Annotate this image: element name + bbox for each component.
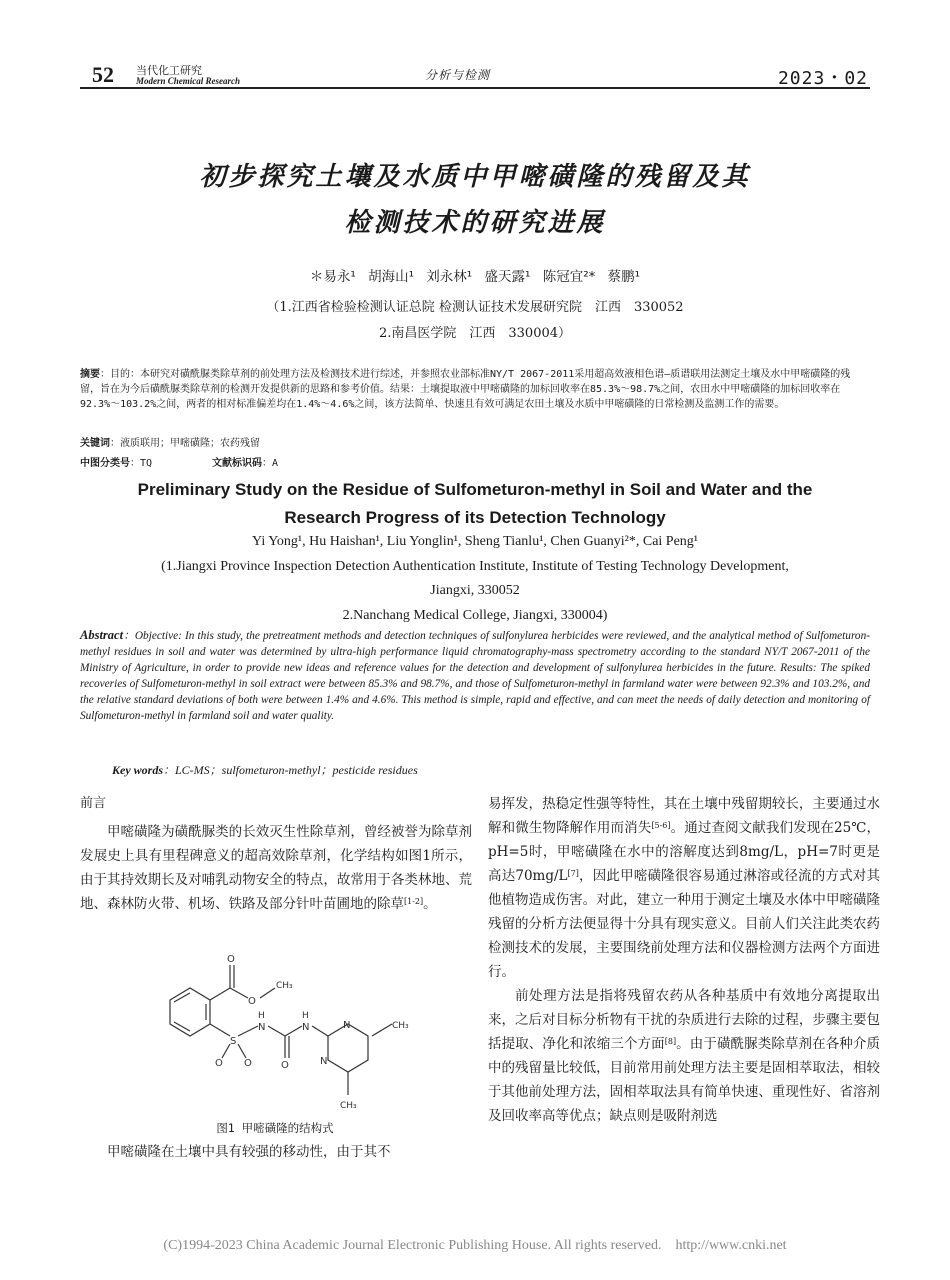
keywords-cn-label: 关键词 (80, 438, 110, 449)
atom-n: N (258, 1022, 266, 1033)
affiliation-cn-2: 2.南昌医学院 江西 330004） (378, 326, 572, 341)
figure-caption: 图1 甲嘧磺隆的结构式 (216, 1121, 334, 1135)
paragraph (488, 984, 880, 1128)
body-right-column (488, 792, 880, 1128)
structural-formula-figure (130, 940, 420, 1120)
authors-cn: ＊易永¹ 胡海山¹ 刘永林¹ 盛天露¹ 陈冠宜²* 蔡鹏¹ (309, 269, 641, 285)
section-name: 分析与检测 (425, 68, 491, 82)
paragraph-text: 甲嘧磺隆在土壤中具有较强的移动性，由于其不 (107, 1144, 391, 1160)
body-left-column (80, 792, 472, 916)
keywords-cn-text: ：液质联用；甲嘧磺隆；农药残留 (110, 438, 260, 449)
journal-name-cn: 当代化工研究 (136, 64, 202, 77)
citation: [8] (664, 1037, 677, 1046)
copyright-footer: (C)1994-2023 China Academic Journal Electronic Publishing House. All rights reserved. http://www.cnki.net (163, 1238, 787, 1253)
atom-n: N (343, 1020, 351, 1031)
abstract-cn-text: ：目的：本研究对磺酰脲类除草剂的前处理方法及检测技术进行综述，并参照农业部标准NY/T 2067-2011采用超高效液相色谱—质谱联用法测定土壤及水中甲嘧磺隆的残留，旨在为今后磺酰脲类除草剂的检测开发提供新的思路和参考价值。结果：土壤提取液中甲嘧磺隆的加标回收率在85.3%～98.7%之间，农田水中甲嘧磺隆的加标回收率在92.3%～103.2%之间，两者的相对标准偏差均在1.4%～4.6%之间，该方法简单、快速且有效可满足农田土壤及水质中甲嘧磺隆的日常检测及监测工作的需要。 (80, 369, 851, 410)
keywords-en (112, 761, 418, 778)
section-heading: 前言 (80, 796, 107, 811)
abstract-cn-label: 摘要 (80, 369, 100, 380)
paragraph (488, 792, 880, 984)
atom-o: O (248, 996, 256, 1007)
atom-s: S (230, 1036, 237, 1047)
atom-o: O (244, 1058, 252, 1069)
atom-h: H (302, 1011, 309, 1021)
paragraph (80, 820, 472, 916)
methyl-label: CH₃ (276, 981, 293, 991)
citation: [1-2] (404, 897, 424, 906)
methyl-label: CH₃ (392, 1021, 409, 1031)
atom-h: H (258, 1011, 265, 1021)
title-en-line1: Preliminary Study on the Residue of Sulfometuron-methyl in Soil and Water and the (137, 480, 813, 499)
doc-code-label: 文献标识码 (212, 458, 263, 469)
methyl-label: CH₃ (340, 1101, 357, 1111)
citation: [7] (567, 869, 579, 878)
title-cn-line2: 检测技术的研究进展 (344, 208, 606, 238)
affiliation-en-1: (1.Jiangxi Province Inspection Detection Authentication Institute, Institute of Testing Technology Development, (161, 559, 789, 574)
paragraph-text: 。由于磺酰脲类除草剂在各种介质中的残留量比较低，目前常用前处理方法主要是固相萃取法，相较于其他前处理方法，固相萃取法具有简单快速、重现性好、省溶剂及回收率高等优点；缺点则是吸附剂选 (488, 1036, 881, 1124)
header-rule (80, 87, 870, 89)
citation: [5-6] (651, 821, 671, 830)
affiliation-cn-1: （1.江西省检验检测认证总院 检测认证技术发展研究院 江西 330052 (266, 300, 684, 315)
abstract-en (80, 627, 870, 724)
atom-o: O (281, 1060, 289, 1071)
title-cn-line1: 初步探究土壤及水质中甲嘧磺隆的残留及其 (199, 162, 751, 192)
class-label: 中图分类号 (80, 458, 130, 469)
keywords-cn (80, 436, 870, 451)
affiliation-en-1b: Jiangxi, 330052 (430, 583, 520, 598)
atom-n: N (302, 1022, 310, 1033)
affiliation-en-2: 2.Nanchang Medical College, Jiangxi, 330004) (342, 608, 608, 623)
atom-o: O (227, 954, 235, 965)
keywords-en-text: ：LC-MS；sulfometuron-methyl；pesticide residues (163, 763, 418, 777)
paragraph (80, 1140, 472, 1164)
keywords-en-label: Key words (112, 763, 163, 777)
issue-label: 2023・02 (777, 68, 868, 89)
authors-en: Yi Yong¹, Hu Haishan¹, Liu Yonglin¹, Sheng Tianlu¹, Chen Guanyi²*, Cai Peng¹ (251, 534, 698, 549)
class-value: ：TQ (130, 458, 153, 469)
atom-n: N (320, 1056, 328, 1067)
paragraph-text: 前处理方法是指将残留农药从各种基质中有效地分离提取出来，之后对目标分析物有干扰的杂质进行去除的过程，步骤主要包括提取、净化和浓缩三个方面 (488, 988, 880, 1052)
paragraph-text: ，因此甲嘧磺隆很容易通过淋溶或径流的方式对其他植物造成伤害。对此，建立一种用于测定土壤及水体中甲嘧磺隆残留的分析方法便显得十分具有现实意义。目前人们关注此类农药检测技术的发展，主要围绕前处理方法和仪器检测方法两个方面进行。 (488, 868, 880, 980)
atom-o: O (215, 1058, 223, 1069)
title-en-line2: Research Progress of its Detection Technology (284, 508, 666, 527)
paragraph-text: 甲嘧磺隆为磺酰脲类的长效灭生性除草剂，曾经被誉为除草剂发展史上具有里程碑意义的超高效除草剂，化学结构如图1所示，由于其持效期长及对哺乳动物安全的特点，故常用于各类林地、荒地、森林防火带、机场、铁路及部分针叶苗圃地的除草 (80, 824, 472, 912)
abstract-en-text: ：Objective: In this study, the pretreatment methods and detection techniques of sulfonylurea herbicides were reviewed, and the analytical method of Sulfometuron-methyl residues in soil and water was determined by ultra-high performance liquid chromatography-mass spectrometry according to the standard NY/T 2067-2011 of the Ministry of Agriculture, in order to provide new ideas and reference values for the detection and development of sulfonylurea herbicides in the future. Results: The spiked recoveries of Sulfometuron-methyl in soil extract were between 85.3% and 98.7%, and those of Sulfometuron-methyl in farmland water were between 92.3% and 103.2%, and the relative standard deviations of both were between 1.4% and 4.6%. This method is simple, rapid and effective, and can meet the needs of daily detection and monitoring of Sulfometuron-methyl in farmland soil and water quality. (80, 630, 870, 722)
abstract-cn (80, 367, 870, 412)
paragraph-text: 。 (423, 896, 437, 912)
doc-code-value: ：A (262, 458, 279, 469)
classification-cn (80, 456, 870, 471)
paragraph-text: 。通过查阅文献我们发现在25℃，pH=5时，甲嘧磺隆在水中的溶解度达到8mg/L，pH=7时更是高达70mg/L (488, 820, 880, 884)
journal-name-en: Modern Chemical Research (136, 76, 241, 86)
page-number: 52 (92, 62, 114, 87)
paragraph-text: 易挥发，热稳定性强等特性，其在土壤中残留期较长，主要通过水解和微生物降解作用而消失 (488, 796, 880, 836)
abstract-en-label: Abstract (80, 628, 124, 642)
